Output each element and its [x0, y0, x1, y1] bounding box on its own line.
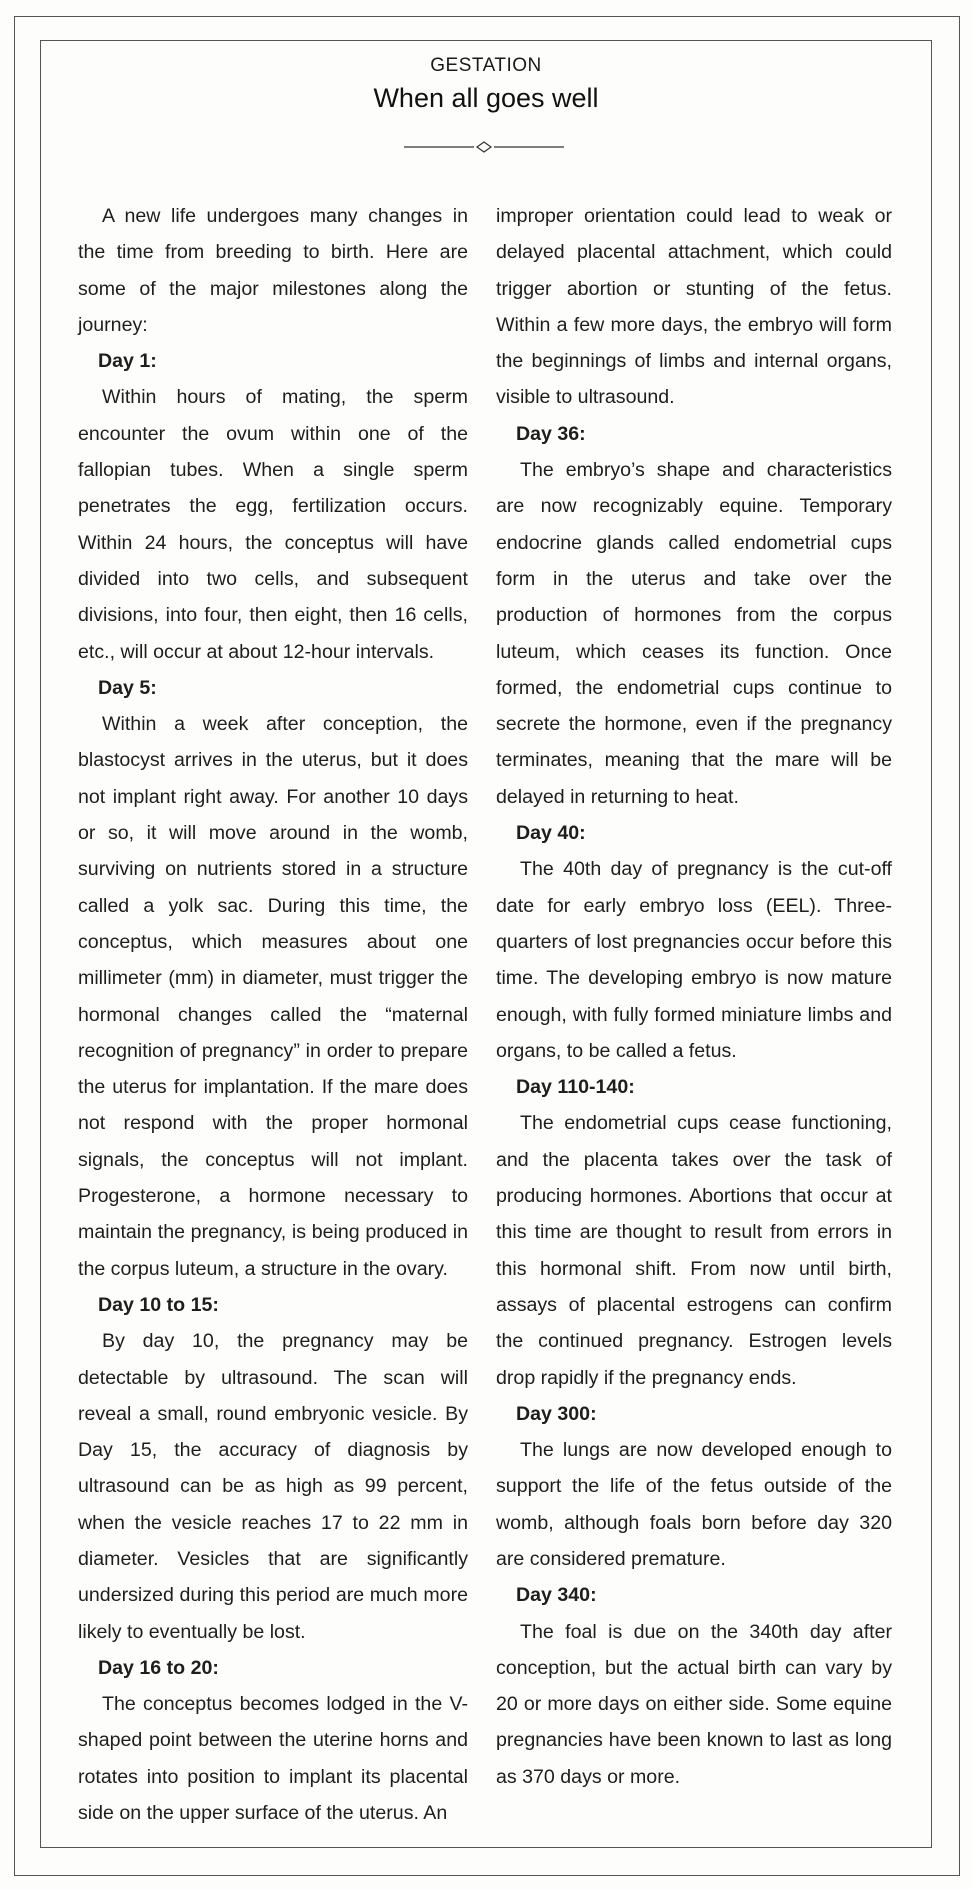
section-body-day-40: The 40th day of pregnancy is the cut-off date for early embryo loss (EEL). Three-quarters of lost pregnancies occur before this time. The developing embryo is now mature enough, with fully formed miniature limbs and organs, to be called a fetus.	[496, 858, 892, 1062]
diamond-divider-icon	[404, 140, 564, 154]
section-heading-day-36: Day 36:	[516, 422, 586, 445]
section-heading-day-1: Day 1:	[98, 350, 157, 373]
section-heading-day-110-140: Day 110-140:	[516, 1076, 635, 1099]
section-body-day-16-20: The conceptus becomes lodged in the V-shaped point between the uterine horns and rotates into position to implant its placental side on the upper surface of the uterus. An	[78, 1693, 468, 1825]
intro-paragraph: A new life undergoes many changes in the time from breeding to birth. Here are some of the major milestones along the journey:	[78, 205, 468, 336]
section-heading-day-5: Day 5:	[98, 676, 157, 699]
section-heading-day-340: Day 340:	[516, 1584, 597, 1607]
section-body-day-5: Within a week after conception, the blastocyst arrives in the uterus, but it does not implant right away. For another 10 days or so, it will move around in the womb, surviving on nutrients stored in a structure called a yolk sac. During this time, the conceptus, which measures about one millimeter (mm) in diameter, must trigger the hormonal changes called the “maternal recognition of pregnancy” in order to prepare the uterus for implantation. If the mare does not respond with the proper hormonal signals, the conceptus will not implant. Progesterone, a hormone necessary to maintain the pregnancy, is being produced in the corpus luteum, a structure in the ovary.	[78, 713, 468, 1280]
continued-paragraph: improper orientation could lead to weak or delayed placental attachment, which could trigger abortion or stunting of the fetus. Within a few more days, the embryo will form the beginnings of limbs and internal organs, visible to ultrasound.	[496, 205, 892, 409]
article-header	[40, 55, 932, 114]
section-body-day-300: The lungs are now developed enough to support the life of the fetus outside of the womb, although foals born before day 320 are considered premature.	[496, 1439, 892, 1570]
section-heading-day-16-20: Day 16 to 20:	[98, 1656, 219, 1679]
section-heading-day-300: Day 300:	[516, 1402, 597, 1425]
article-title: When all goes well	[373, 83, 599, 113]
section-body-day-110-140: The endometrial cups cease functioning, and the placenta takes over the task of producing hormones. Abortions that occur at this time are thought to result from errors in this hormonal shift. From now until birth, assays of placental estrogens can confirm the continued pregnancy. Estrogen levels drop rapidly if the pregnancy ends.	[496, 1112, 892, 1389]
section-body-day-1: Within hours of mating, the sperm encounter the ovum within one of the fallopian tubes. When a single sperm penetrates the egg, fertilization occurs. Within 24 hours, the conceptus will have divided into two cells, and subsequent divisions, into four, then eight, then 16 cells, etc., will occur at about 12-hour intervals.	[78, 386, 468, 663]
left-column	[78, 198, 468, 1831]
right-column	[496, 198, 892, 1795]
section-kicker: GESTATION	[430, 55, 542, 76]
section-body-day-10-15: By day 10, the pregnancy may be detectable by ultrasound. The scan will reveal a small, round embryonic vesicle. By Day 15, the accuracy of diagnosis by ultrasound can be as high as 99 percent, when the vesicle reaches 17 to 22 mm in diameter. Vesicles that are significantly undersized during this period are much more likely to eventually be lost.	[78, 1330, 468, 1643]
section-body-day-340: The foal is due on the 340th day after conception, but the actual birth can vary by 20 or more days on either side. Some equine pregnancies have been known to last as long as 370 days or more.	[496, 1620, 892, 1788]
section-body-day-36: The embryo’s shape and characteristics are now recognizably equine. Temporary endocrine glands called endometrial cups form in the uterus and take over the production of hormones from the corpus luteum, which ceases its function. Once formed, the endometrial cups continue to secrete the hormone, even if the pregnancy terminates, meaning that the mare will be delayed in returning to heat.	[496, 459, 892, 808]
section-heading-day-40: Day 40:	[516, 822, 586, 845]
section-heading-day-10-15: Day 10 to 15:	[98, 1293, 219, 1316]
